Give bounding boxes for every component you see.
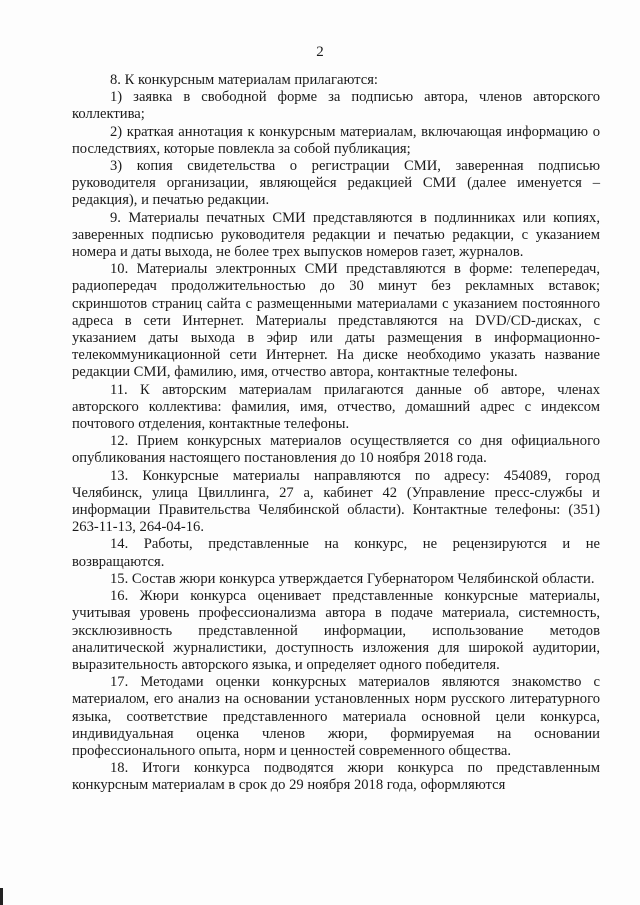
paragraph-12: 12. Прием конкурсных материалов осуществляется со дня официального опубликования настоящего постановления до 10 ноября 2018 года. bbox=[72, 433, 600, 467]
page-number: 2 bbox=[316, 44, 324, 60]
paragraph-8-item-1: 1) заявка в свободной форме за подписью автора, членов авторского коллектива; bbox=[72, 89, 600, 123]
paragraph-8-item-3: 3) копия свидетельства о регистрации СМИ, заверенная подписью руководителя организации, являющейся редакцией СМИ (далее именуется – редакция), и печатью редакции. bbox=[72, 158, 600, 209]
scan-edge-mark bbox=[0, 888, 3, 905]
paragraph-18: 18. Итоги конкурса подводятся жюри конкурса по представленным конкурсным материалам в срок до 29 ноября 2018 года, оформляются bbox=[72, 760, 600, 794]
paragraph-11: 11. К авторским материалам прилагаются данные об авторе, членах авторского коллектива: фамилия, имя, отчество, домашний адрес с индексом почтового отделения, контактные телефоны. bbox=[72, 381, 600, 433]
paragraph-15: 15. Состав жюри конкурса утверждается Губернатором Челябинской области. bbox=[110, 570, 595, 587]
paragraph-8-item-2: 2) краткая аннотация к конкурсным материалам, включающая информацию о последствиях, которые повлекла за собой публикация; bbox=[72, 123, 600, 157]
paragraph-8: 8. К конкурсным материалам прилагаются: bbox=[110, 72, 378, 88]
paragraph-17: 17. Методами оценки конкурсных материалов являются знакомство с материалом, его анализ на основании установленных норм русского литературного языка, соответствие представленного материала основной цели конкурса, индивидуальная оценка членов жюри, формируемая на основании профессионального опыта, норм и ценностей современного общества. bbox=[72, 674, 600, 759]
paragraph-10: 10. Материалы электронных СМИ представляются в форме: телепередач, радиопередач продолжительностью до 30 минут без рекламных вставок; скриншотов страниц сайта с размещенными материалами с указанием постоянного адреса в сети Интернет. Материалы представляются на DVD/CD-дисках, с указанием даты выхода в эфир или даты размещения в информационно-телекоммуникационной сети Интернет. На диске необходимо указать название редакции СМИ, фамилию, имя, отчество автора, контактные телефоны. bbox=[72, 261, 600, 381]
paragraph-13: 13. Конкурсные материалы направляются по адресу: 454089, город Челябинск, улица Цвиллинга, 27 а, кабинет 42 (Управление пресс-службы и информации Правительства Челябинской области). Контактные телефоны: (351) 263-11-13, 264-04-16. bbox=[72, 467, 600, 536]
paragraph-16: 16. Жюри конкурса оценивает представленные конкурсные материалы, учитывая уровень профессионализма автора в подаче материала, системность, эксклюзивность представленной информации, использование методов аналитической журналистики, доступность изложения для широкой аудитории, выразительность авторского языка, и определяет одного победителя. bbox=[72, 588, 600, 673]
paragraph-14: 14. Работы, представленные на конкурс, не рецензируются и не возвращаются. bbox=[72, 536, 600, 570]
paragraph-9: 9. Материалы печатных СМИ представляются в подлинниках или копиях, заверенных подписью руководителя редакции и печатью редакции, с указанием номера и даты выхода, не более трех выпусков номеров газет, журналов. bbox=[72, 209, 600, 261]
document-body bbox=[72, 72, 600, 795]
